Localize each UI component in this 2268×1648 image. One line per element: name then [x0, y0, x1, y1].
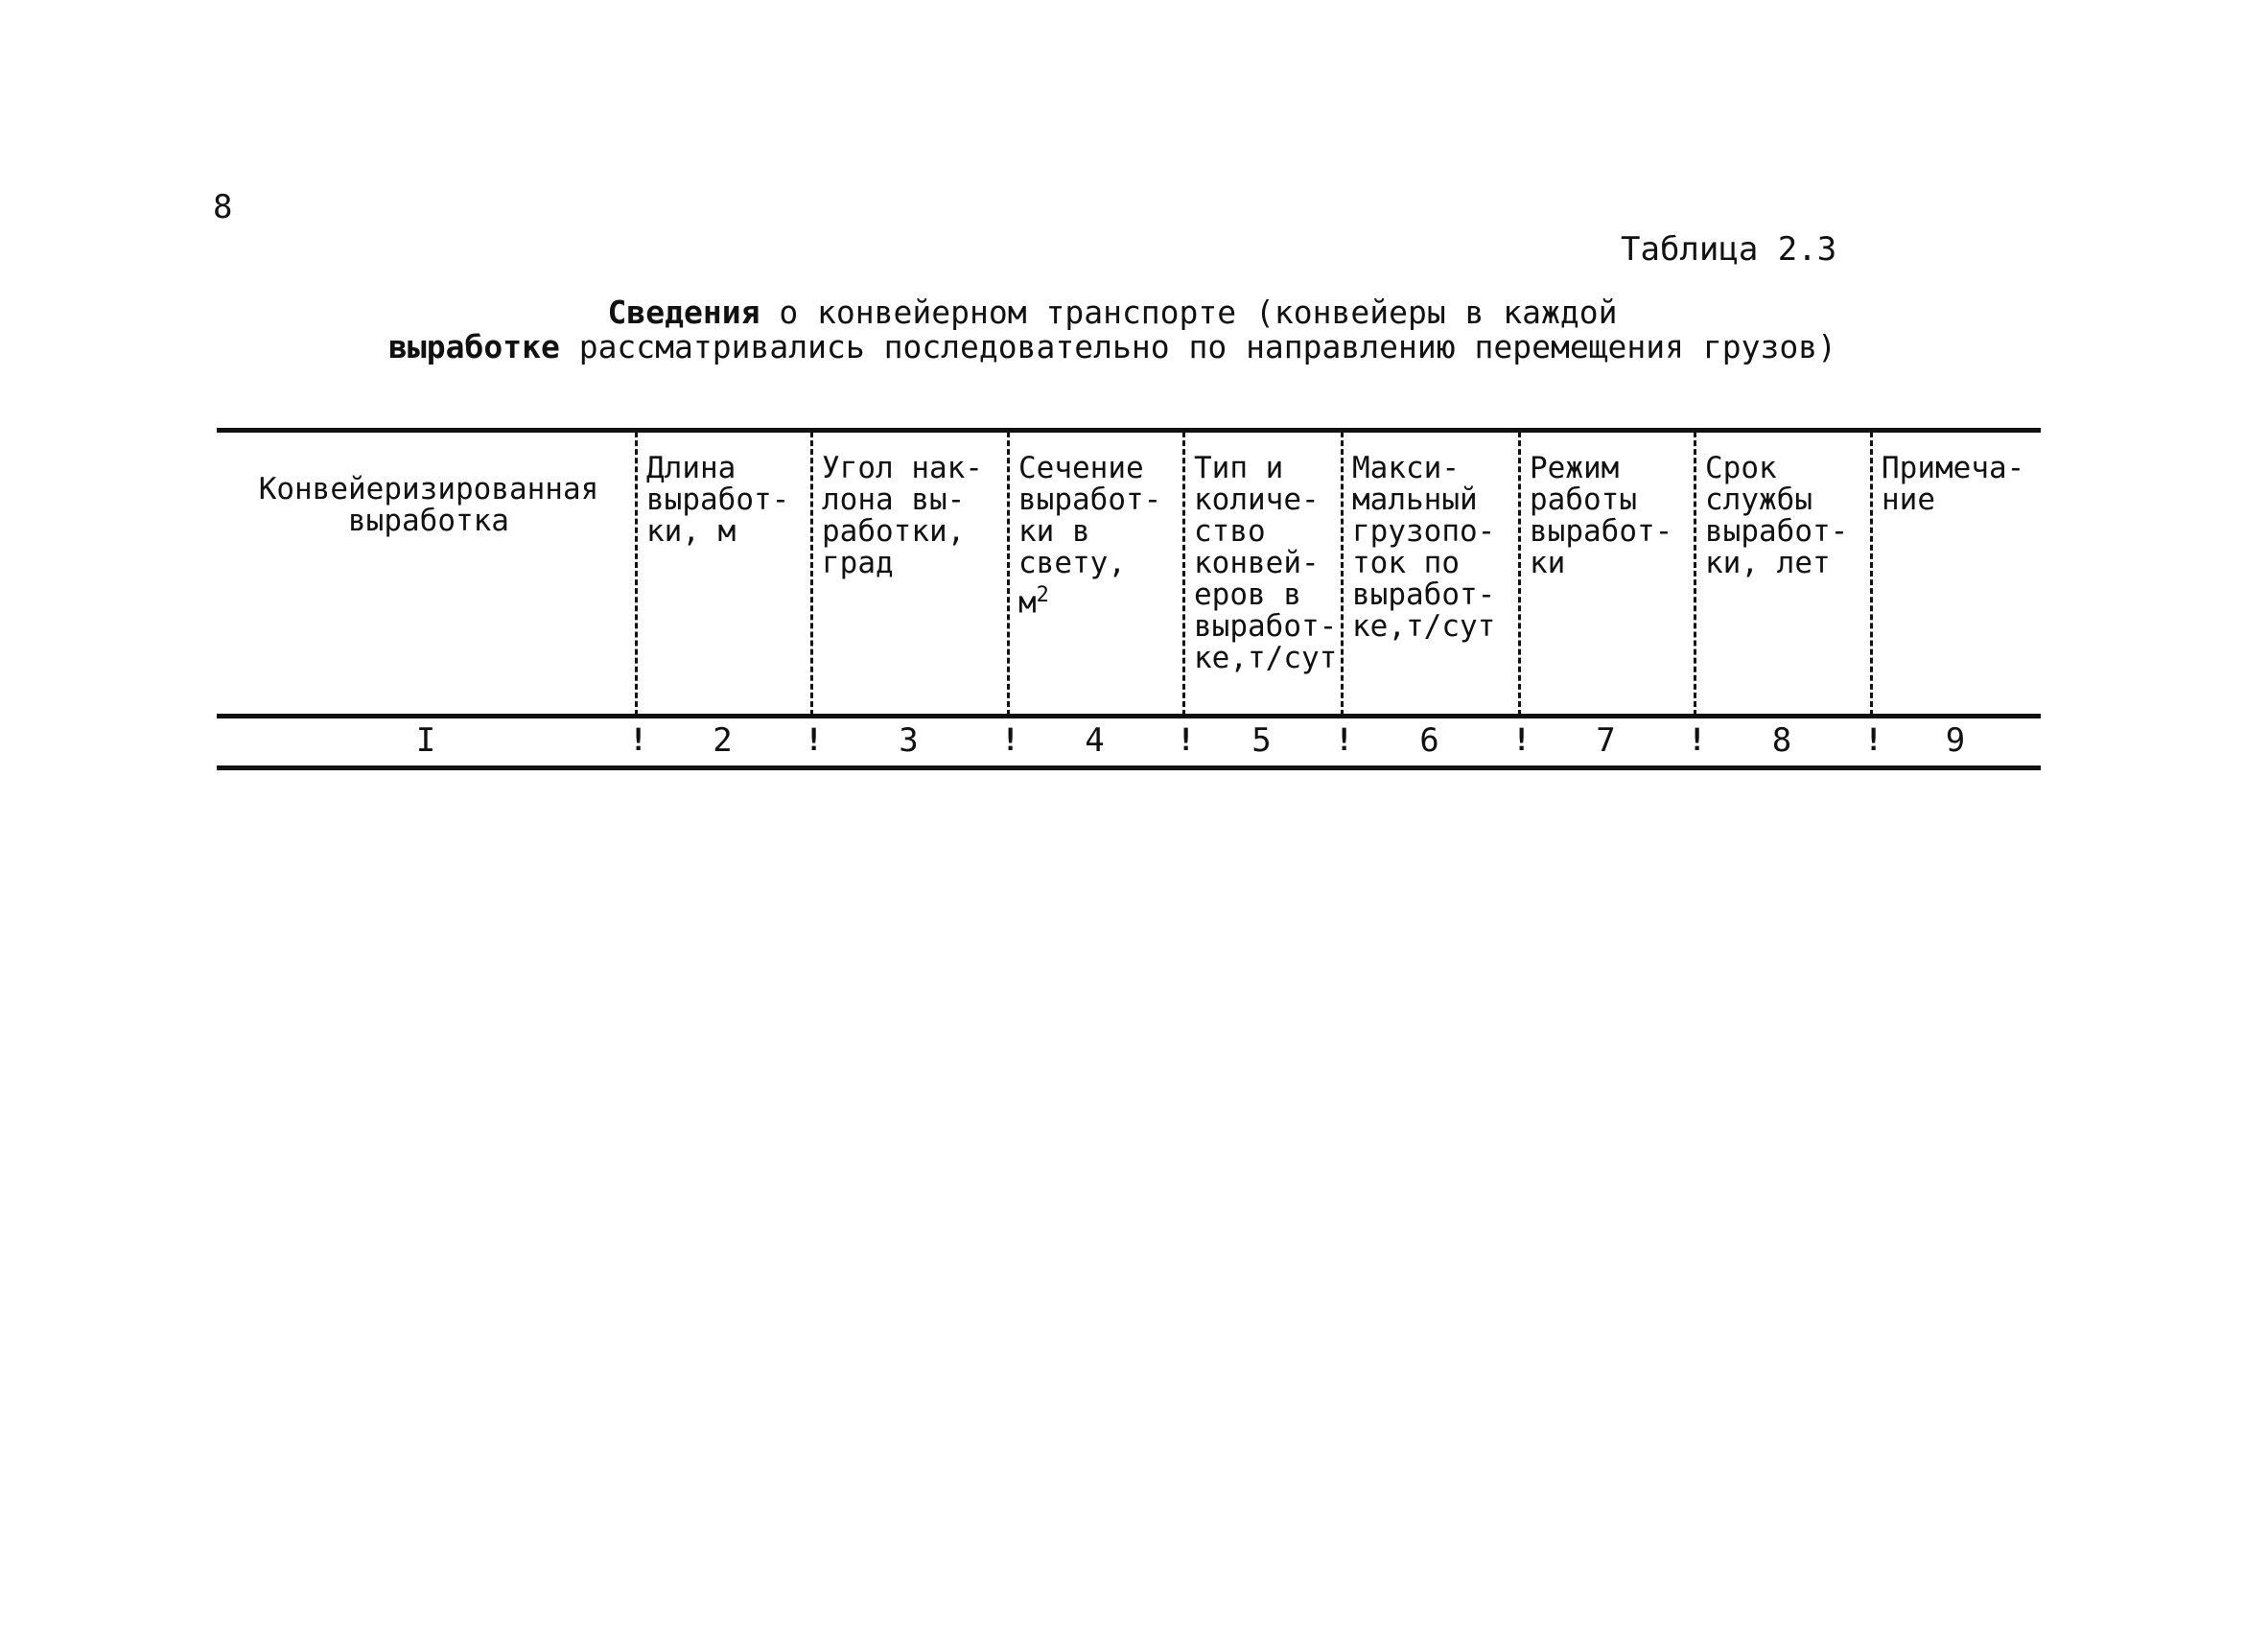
header-col-5: Тип и количе- ство конвей- еров в выработ- ке,т/сут [1194, 451, 1338, 675]
header-col-4-text: Сечение выработ- ки в свету, м [1018, 451, 1162, 621]
table-top-rule [217, 428, 2041, 433]
header-col-7: Режим работы выработ- ки [1530, 451, 1673, 580]
caption-line-2-bold: выработке [388, 328, 560, 365]
column-divider [635, 432, 638, 716]
table-header-rule [217, 714, 2041, 718]
table-label: Таблица 2.3 [1621, 230, 1837, 269]
caption-line-1 [221, 295, 2004, 330]
column-number-4: 4 [1085, 721, 1105, 760]
column-number-3: 3 [899, 721, 919, 760]
number-row-separator: ! [629, 721, 648, 758]
number-row-separator: ! [1177, 721, 1196, 758]
number-row-separator: ! [1335, 721, 1354, 758]
column-divider [1341, 432, 1344, 716]
number-row-separator: ! [1512, 721, 1531, 758]
caption-line-1-rest: о конвейерном транспорте (конвейеры в каждой [760, 294, 1618, 331]
number-row-separator: ! [1688, 721, 1707, 758]
column-number-7: 7 [1596, 721, 1616, 760]
header-col-2: Длина выработ- ки, м [646, 451, 790, 549]
column-number-5: 5 [1251, 721, 1272, 760]
table-bottom-rule [217, 765, 2041, 770]
column-divider [1007, 432, 1010, 716]
caption-line-1-bold: Сведения [607, 294, 760, 331]
column-number-8: 8 [1771, 721, 1792, 760]
column-divider [1870, 432, 1873, 716]
column-number-2: 2 [713, 721, 733, 760]
number-row-separator: ! [1864, 721, 1883, 758]
column-number-9: 9 [1945, 721, 1966, 760]
column-number-6: 6 [1419, 721, 1439, 760]
caption-line-2-rest: рассматривались последовательно по направлению перемещения грузов) [559, 328, 1836, 365]
header-col-4 [1018, 453, 1180, 619]
header-col-9: Примеча- ние [1882, 451, 2025, 517]
header-col-3: Угол нак- лона вы- работки, град [822, 451, 983, 580]
column-divider [1694, 432, 1696, 716]
header-col-1: Конвейеризированная выработка [258, 472, 599, 538]
table-caption [221, 295, 2004, 365]
column-number-1: I [415, 721, 436, 760]
caption-line-2 [221, 330, 2004, 365]
number-row-separator: ! [805, 721, 824, 758]
page-number: 8 [213, 188, 227, 226]
column-divider [810, 432, 813, 716]
column-divider [1182, 432, 1185, 716]
column-divider [1518, 432, 1521, 716]
header-col-8: Срок службы выработ- ки, лет [1705, 451, 1849, 580]
header-col-4-superscript: 2 [1036, 583, 1049, 607]
header-col-6: Макси- мальный грузопо- ток по выработ- ке,т/сут [1352, 451, 1496, 644]
number-row-separator: ! [1001, 721, 1020, 758]
